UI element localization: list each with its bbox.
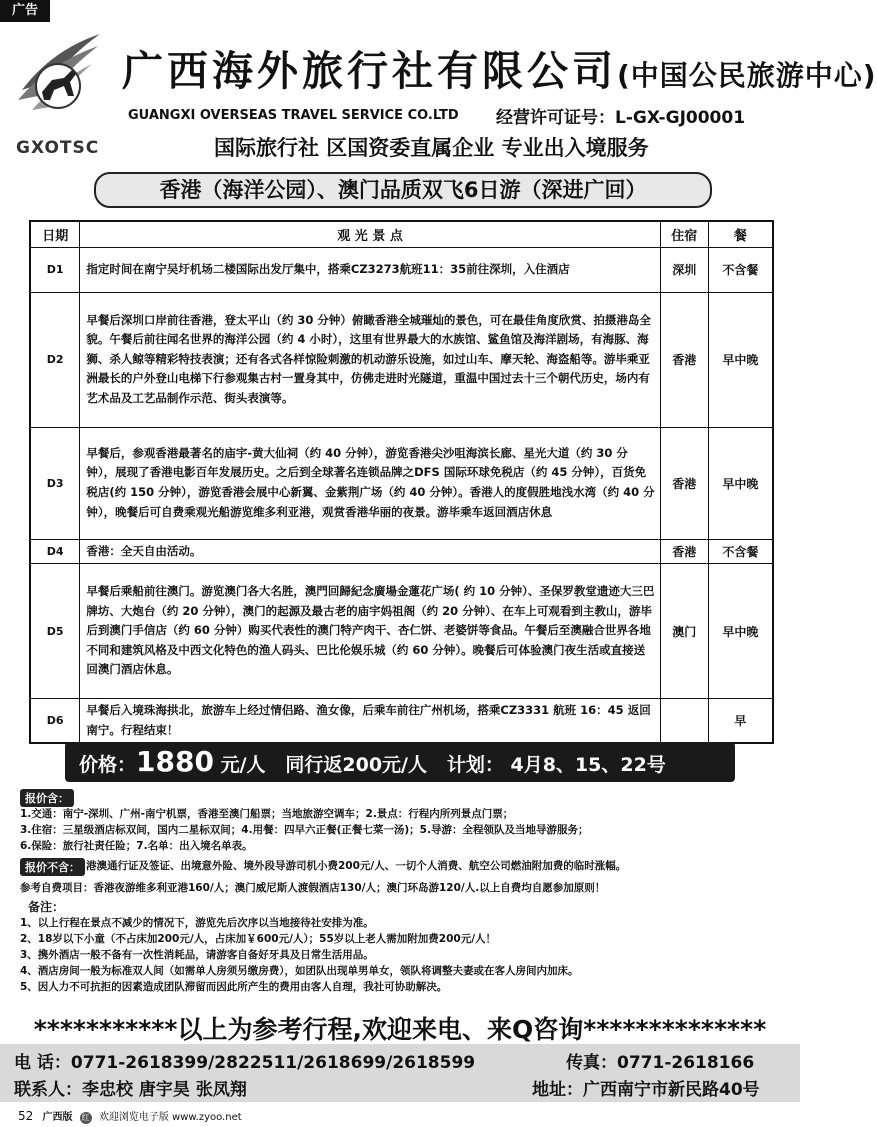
closing-line: ***********以上为参考行程,欢迎来电、来Q咨询**************: [33, 1015, 767, 1044]
company-name-en: GUANGXI OVERSEAS TRAVEL SERVICE CO.LTD: [128, 108, 459, 123]
meal-cell: 早中晚: [708, 564, 773, 699]
peer-rebate: 同行返200元/人: [285, 754, 427, 776]
stay-cell: 深圳: [660, 247, 708, 292]
table-row: [30, 539, 773, 564]
stay-cell: 澳门: [660, 564, 708, 699]
magazine-logo-icon: 红: [81, 1113, 90, 1122]
desc-cell: 早餐后乘船前往澳门。游览澳门各大名胜，澳門回歸紀念廣場金蓮花广场( 约 10 分钟）、圣保罗教堂遗迹大三巴牌坊、大炮台（约 20 分钟），澳门的起源及最古老的庙宇妈祖阁（约 20 分钟）、在车上可观看到主教山，游毕后到澳门手信店（约 60 分钟）购买代表性的澳门特产肉干、杏仁饼、老婆饼等食品。午餐后至澳融合世界各地不同和建筑风格及中西文化特色的渔人码头、巴比伦娱乐城（约 60 分钟）。晚餐后可体验澳门夜生活或直接送回澳门酒店休息。: [80, 564, 660, 699]
meal-cell: 不含餐: [708, 247, 773, 292]
price-amount: 1880: [136, 745, 214, 778]
day-cell: D5: [30, 564, 80, 699]
note-item: 3、携外酒店一般不备有一次性消耗品，请游客自备好牙具及日常生活用品。: [20, 949, 374, 961]
included-line: 3.住宿：三星级酒店标双间，国内二星标双间；4.用餐：四早六正餐(正餐七菜一汤)；5.导游：全程领队及当地导游服务；: [20, 824, 589, 836]
header-sights: 观 光 景 点: [80, 221, 660, 247]
desc-cell: 香港：全天自由活动。: [80, 539, 660, 564]
note-item: 4、酒店房间一般为标准双人间（如需单人房须另缴房费），如团队出现单男单女，领队将调整夫妻或在客人房间内加床。: [20, 965, 579, 977]
contact-bar: [0, 1044, 800, 1102]
edition-label: 广西版: [42, 1112, 73, 1123]
notes-title: 备注：: [28, 900, 65, 914]
table-row: [30, 247, 773, 292]
table-header-row: [30, 221, 773, 247]
phone-numbers: 电 话：0771-2618399/2822511/2618699/2618599: [14, 1053, 476, 1073]
company-logo: [12, 30, 122, 160]
table-row: [30, 292, 773, 427]
header-stay: 住宿: [660, 221, 708, 247]
ad-tag: 广告: [0, 0, 50, 22]
table-row: [30, 699, 773, 744]
company-name-paren: (中国公民旅游中心): [617, 59, 877, 92]
desc-cell: 指定时间在南宁吴圩机场二楼国际出发厅集中，搭乘CZ3273航班11：35前往深圳，入住酒店: [80, 247, 660, 292]
note-item: 2、18岁以下小童（不占床加200元/人，占床加￥600元/人）；55岁以上老人需加附加费200元/人！: [20, 933, 497, 945]
tour-title: 香港（海洋公园）、澳门品质双飞6日游（深进广回）: [94, 172, 712, 208]
meal-cell: 早: [708, 699, 773, 744]
excluded-text: 港澳通行证及签证、出境意外险、境外段导游司机小费200元/人、一切个人消费、航空公司燃油附加费的临时涨幅。: [86, 860, 627, 872]
horse-logo-icon: [12, 30, 104, 122]
day-cell: D6: [30, 699, 80, 744]
included-label: 报价含：: [20, 789, 74, 807]
day-cell: D4: [30, 539, 80, 564]
meal-cell: 早中晚: [708, 427, 773, 539]
company-slogan: 国际旅行社 区国资委直属企业 专业出入境服务: [214, 136, 649, 160]
price-bar: [65, 742, 735, 782]
included-text: [20, 806, 780, 854]
notes-list: [20, 915, 780, 995]
day-cell: D2: [30, 292, 80, 427]
page-footer: [18, 1108, 242, 1124]
logo-text: GXOTSC: [16, 138, 100, 158]
desc-cell: 早餐后入境珠海拱北，旅游车上经过情侣路、渔女像，后乘车前往广州机场，搭乘CZ3331 航班 16：45 返回南宁。行程结束！: [80, 699, 660, 744]
company-name-cn: [122, 38, 877, 97]
stay-cell: [660, 699, 708, 744]
desc-cell: 早餐后深圳口岸前往香港，登太平山（约 30 分钟）俯瞰香港全城璀灿的景色，可在最佳角度欣赏、拍摄港岛全貌。午餐后前往闻名世界的海洋公园（约 4 小时），这里有世界最大的水族馆、鲨鱼馆及海洋剧场，有海豚、海狮、杀人鲸等精彩特技表演；还有各式各样惊险刺激的机动游乐设施，如过山车、摩天轮、海盗船等。游毕乘亚洲最长的户外登山电梯下行参观集古村一置身其中，仿佛走进时光隧道，重温中国过去十三个朝代历史，场内有艺术品及工艺品制作示范、街头表演等。: [80, 292, 660, 427]
contact-people: 联系人：李忠校 唐宇昊 张凤翔: [14, 1080, 247, 1100]
header-meal: 餐: [708, 221, 773, 247]
desc-cell: 早餐后，参观香港最著名的庙宇-黄大仙祠（约 40 分钟），游览香港尖沙咀海滨长廊、星光大道（约 30 分钟），展现了香港电影百年发展历史。之后到全球著名连锁品牌之DFS 国际环球免税店（约 45 分钟），百货免税店(约 150 分钟），游览香港会展中心新翼、金紫荆广场（约 40 分钟）。香港人的度假胜地浅水湾（约 40 分钟），晚餐后可自费乘观光船游览维多利亚港，观赏香港华丽的夜景。游毕乘车返回酒店休息: [80, 427, 660, 539]
included-line: 1.交通：南宁-深圳、广州-南宁机票，香港至澳门船票；当地旅游空调车；2.景点：行程内所列景点门票；: [20, 808, 514, 820]
fax-number: 传真：0771-2618166: [566, 1053, 755, 1073]
meal-cell: 早中晚: [708, 292, 773, 427]
table-row: [30, 427, 773, 539]
note-item: 1、以上行程在景点不减少的情况下，游览先后次序以当地接待社安排为准。: [20, 917, 374, 929]
price-unit: 元/人: [220, 754, 266, 776]
meal-cell: 不含餐: [708, 539, 773, 564]
page-number: 52: [18, 1109, 34, 1123]
included-line: 6.保险：旅行社责任险；7.名单：出入境名单表。: [20, 840, 253, 852]
day-cell: D3: [30, 427, 80, 539]
table-row: [30, 564, 773, 699]
excluded-label: 报价不含：: [20, 858, 85, 876]
price-label: 价格：: [79, 754, 137, 776]
day-cell: D1: [30, 247, 80, 292]
self-pay-items: 参考自费项目：香港夜游维多利亚港160/人；澳门威尼斯人渡假酒店130/人；澳门环岛游120/人.以上自费均自愿参加原则！: [20, 882, 606, 894]
company-name: 广西海外旅行社有限公司: [122, 47, 617, 95]
departure-plan: 计划： 4月8、15、22号: [446, 754, 666, 776]
stay-cell: 香港: [660, 427, 708, 539]
stay-cell: 香港: [660, 539, 708, 564]
footer-website[interactable]: 欢迎浏览电子版 www.zyoo.net: [98, 1112, 242, 1123]
license-number: 经营许可证号：L-GX-GJ00001: [496, 108, 746, 128]
note-item: 5、因人力不可抗拒的因素造成团队滞留而因此所产生的费用由客人自理，我社可协助解决。: [20, 981, 448, 993]
itinerary-table: [29, 220, 774, 744]
address: 地址：广西南宁市新民路40号: [532, 1080, 760, 1100]
header-day: 日期: [30, 221, 80, 247]
stay-cell: 香港: [660, 292, 708, 427]
